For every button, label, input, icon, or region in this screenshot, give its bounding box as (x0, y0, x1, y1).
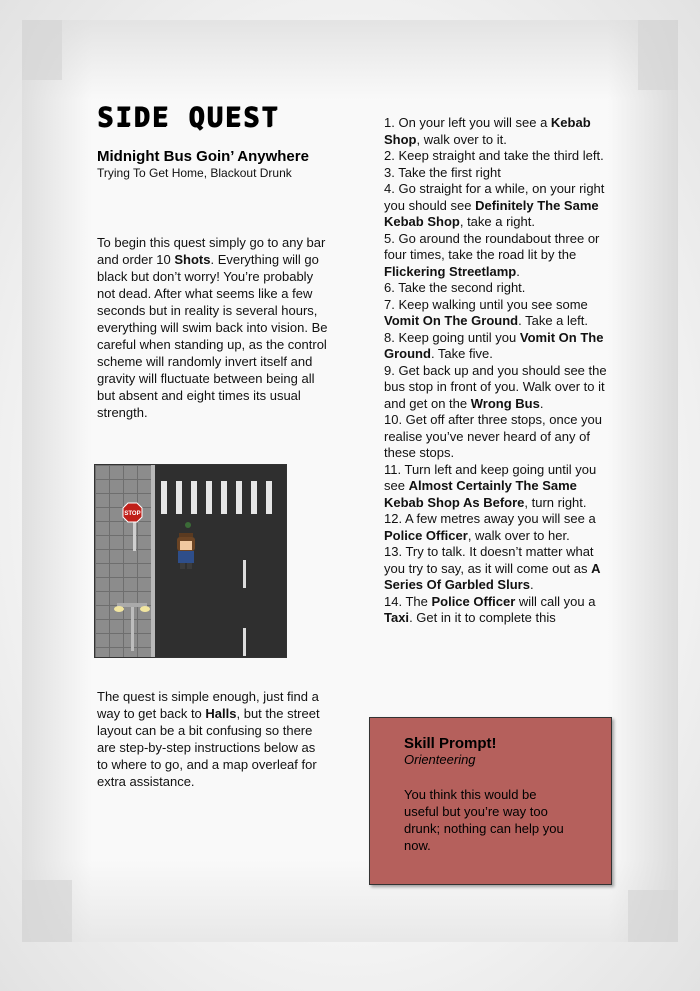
quest-step (384, 511, 612, 544)
step-text: 3. Take the first right (384, 164, 501, 180)
step-key-term: Wrong Bus (470, 395, 540, 411)
quest-subtitle: Trying To Get Home, Blackout Drunk (97, 166, 292, 180)
step-text: , walk over to it. (416, 131, 507, 147)
step-text: , walk over to her. (467, 527, 570, 543)
step-text: will call you a (515, 593, 596, 609)
quest-steps-list (384, 115, 612, 627)
step-text: 6. Take the second right. (384, 280, 526, 295)
pixel-border-decoration (638, 20, 678, 90)
step-text: 11. Turn left and keep going until you see (384, 461, 597, 493)
outro-bold-term: Halls (205, 706, 237, 721)
quest-step (384, 297, 612, 330)
skill-prompt-text: You think this would be useful but you’re way too drunk; nothing can help you now. (404, 787, 564, 853)
step-text: , turn right. (524, 494, 587, 510)
streetlamp (114, 603, 150, 651)
quest-step (384, 594, 612, 627)
step-key-term: Vomit On The Ground (384, 313, 519, 328)
skill-prompt-skill: Orienteering (404, 752, 476, 767)
step-key-term: Almost Certainly The Same Kebab Shop As Before (384, 478, 577, 510)
player-character (177, 522, 195, 569)
step-key-term: Vomit On The Ground (384, 329, 604, 361)
quest-step (384, 363, 612, 413)
step-text: . Take five. (430, 346, 493, 361)
intro-paragraph (97, 234, 329, 421)
step-text: 12. A few metres away you will see a (384, 511, 596, 526)
outro-paragraph (97, 688, 329, 790)
step-text: 2. Keep straight and take the third left. (384, 148, 604, 163)
quest-step (384, 115, 612, 148)
step-key-term: Flickering Streetlamp (384, 263, 517, 279)
step-text: . (539, 395, 544, 411)
quest-step (384, 231, 612, 281)
outro-text: The quest is simple enough, just find a way to get back to (97, 689, 319, 721)
step-key-term: A Series Of Garbled Slurs (384, 560, 601, 592)
step-text: . Take a left. (518, 313, 588, 328)
step-text: 13. Try to talk. It doesn’t matter what you try to say, as it will come out as (384, 544, 594, 576)
step-key-term: Kebab Shop (384, 115, 591, 147)
step-text: 4. Go straight for a while, on your right you should see (384, 181, 605, 213)
step-text: 1. On your left you will see a (384, 115, 551, 130)
skill-prompt-title: Skill Prompt! (404, 735, 497, 752)
quest-step (384, 148, 612, 165)
quest-name: Midnight Bus Goin’ Anywhere (97, 148, 309, 165)
step-text: 10. Get off after three stops, once you realise you’ve never heard of any of these stops. (384, 412, 603, 460)
quest-step (384, 280, 612, 297)
quest-step (384, 165, 612, 182)
intro-text: To begin this quest simply go to any bar and order 10 (97, 235, 326, 267)
skill-prompt-box (369, 717, 612, 885)
step-text: 14. The (384, 593, 432, 609)
step-text: . Get in it to complete this (409, 610, 556, 625)
quest-step (384, 330, 612, 363)
step-text: . (516, 263, 520, 279)
scene-sprites (95, 465, 286, 657)
step-text: 7. Keep walking until you see some (384, 296, 588, 312)
stop-sign (123, 503, 142, 551)
quest-step (384, 462, 612, 512)
step-key-term: Police Officer (431, 593, 516, 609)
outro-text: , but the street layout can be a bit confusing so there are step-by-step instructions below as to where to go, and a map overleaf for extra assistance. (97, 706, 320, 789)
intro-bold-term: Shots (174, 252, 211, 267)
step-text: 9. Get back up and you should see the bus stop in front of you. Walk over to it and get on the (384, 362, 607, 411)
quest-step (384, 544, 612, 594)
step-key-term: Definitely The Same Kebab Shop (384, 197, 599, 229)
pixel-border-decoration (22, 20, 62, 80)
step-text: , take a right. (459, 214, 535, 229)
step-text: 5. Go around the roundabout three or four times, take the road lit by the (384, 230, 600, 262)
step-text: 8. Keep going until you (384, 329, 520, 345)
step-key-term: Taxi (384, 610, 410, 625)
pixel-border-decoration (22, 880, 72, 942)
stop-sign-text: STOP (124, 511, 141, 517)
quest-step (384, 181, 612, 231)
street-scene-illustration (94, 464, 287, 658)
page-title: SIDE QUEST (97, 102, 280, 133)
intro-text: . Everything will go black but don’t worry! You’re probably not dead. After what seems like a few seconds but in reality is several hours, everything will swim back into vision. Be careful when standing up, as the control scheme will randomly invert itself and gravity will fluctuate between being all but absent and eight times its usual strength. (97, 252, 328, 420)
pixel-border-decoration (628, 890, 678, 942)
quest-step (384, 412, 612, 462)
step-key-term: Police Officer (384, 527, 468, 543)
step-text: . (529, 577, 534, 592)
